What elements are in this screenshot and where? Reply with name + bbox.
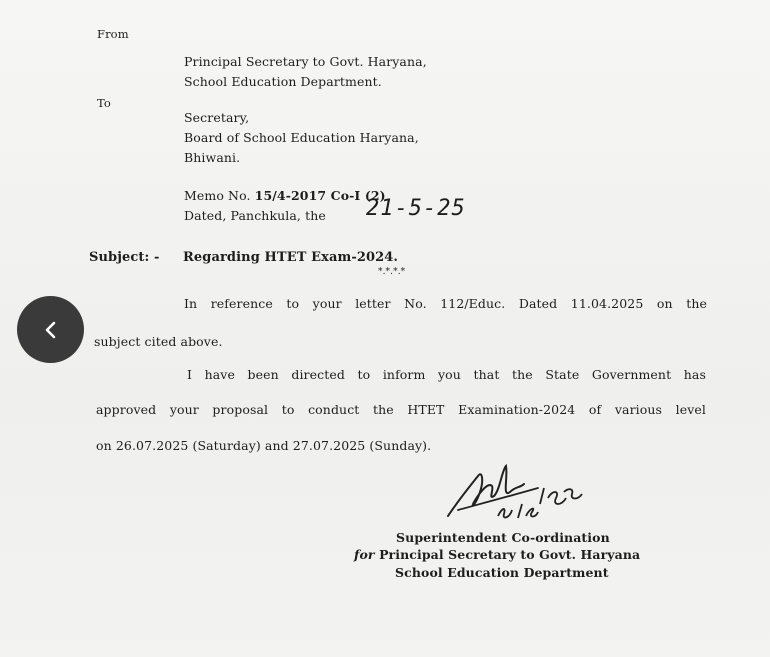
from-label: From [97,27,129,41]
sign-line-1: Superintendent Co-ordination [396,530,610,545]
sign-line-2 [354,547,640,562]
memo-prefix: Memo No. [184,188,251,203]
from-line-1: Principal Secretary to Govt. Haryana, [184,54,427,69]
memo-number: 15/4-2017 Co-I (2) [254,188,386,203]
para-2-line-1: I have been directed to inform you that the State Government has [187,367,706,382]
separator: *.*.*.* [378,267,406,277]
para-2-line-3: on 26.07.2025 (Saturday) and 27.07.2025 (Sunday). [96,438,432,453]
from-line-2: School Education Department. [184,74,382,89]
para-1-line-2: subject cited above. [94,334,223,349]
para-1-line-1: In reference to your letter No. 112/Educ. Dated 11.04.2025 on the [184,296,707,311]
chevron-left-icon [40,319,62,341]
to-line-3: Bhiwani. [184,150,241,165]
memo-line [184,188,386,203]
para-2-line-2: approved your proposal to conduct the HTET Examination-2024 of various level [96,402,706,417]
to-line-1: Secretary, [184,110,250,125]
sign-line-3: School Education Department [395,565,609,580]
signature-image [440,458,590,528]
to-line-2: Board of School Education Haryana, [184,130,419,145]
sign-line-2-for: for [354,547,375,562]
dated-handwritten: 21-5-25 [366,196,466,221]
subject-label: Subject: - [89,250,160,265]
dated-label: Dated, Panchkula, the [184,208,326,223]
subject-text: Regarding HTET Exam-2024. [183,250,399,265]
back-button[interactable] [17,296,84,363]
to-label: To [97,96,111,110]
sign-line-2-rest: Principal Secretary to Govt. Haryana [379,547,641,562]
